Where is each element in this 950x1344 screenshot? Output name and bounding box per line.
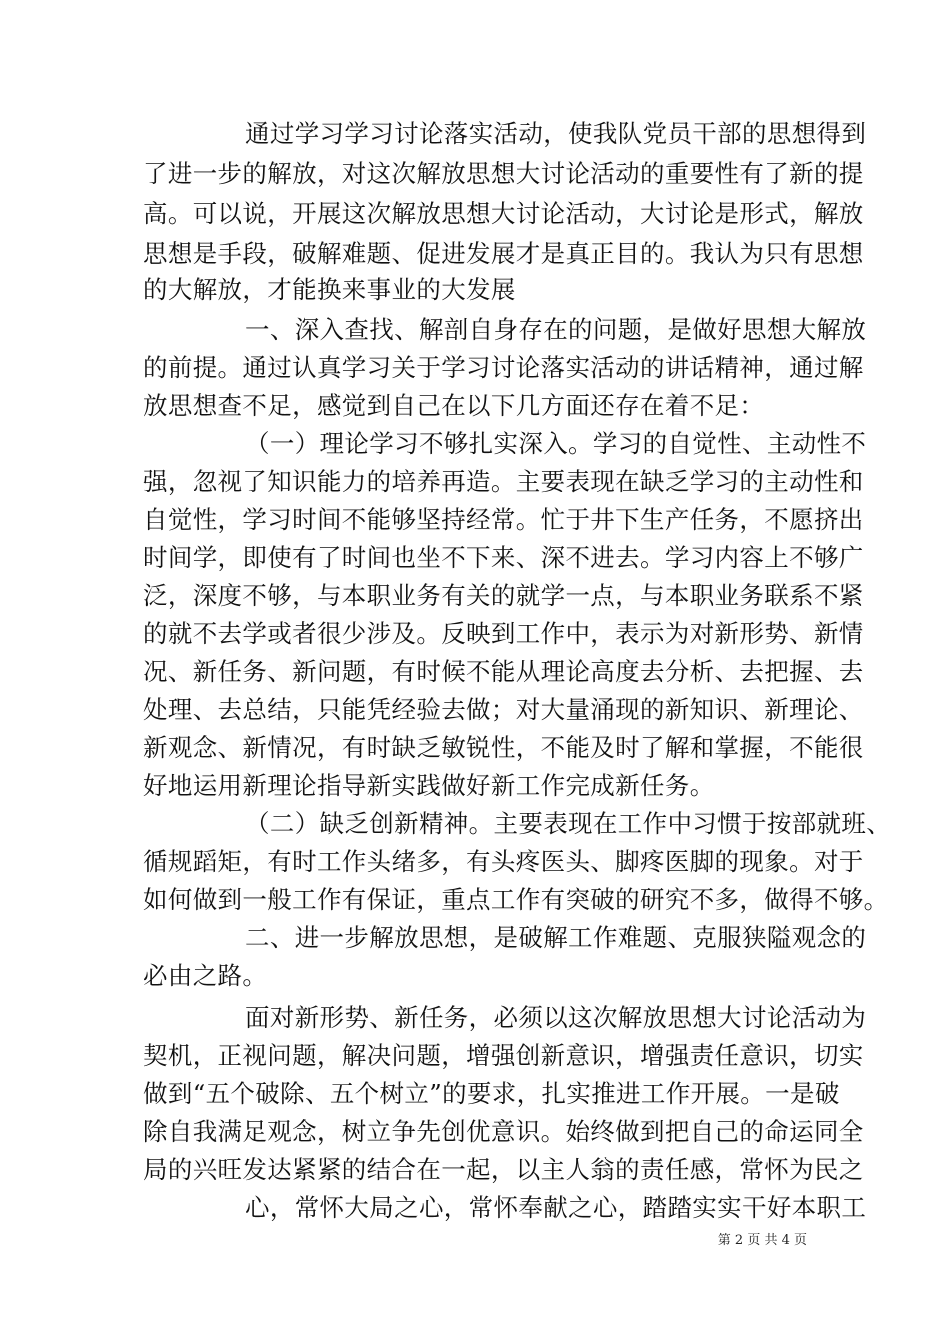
page-number-footer: 第 2 页 共 4 页 [717,1233,807,1248]
text-line-22: 二、进一步解放思想，是破解工作难题、克服狭隘观念的 [245,923,867,952]
text-line-20: 循规蹈矩，有时工作头绪多，有头疼医头、脚疼医脚的现象。对于 [143,847,864,876]
text-line-16: 处理、去总结，只能凭经验去做；对大量涌现的新知识、新理论、 [143,695,864,724]
text-line-24: 面对新形势、新任务，必须以这次解放思想大讨论活动为 [245,1003,867,1032]
text-line-13: 泛，深度不够，与本职业务有关的就学一点，与本职业务联系不紧 [143,581,864,610]
text-line-19: （二）缺乏创新精神。主要表现在工作中习惯于按部就班、 [245,809,892,838]
text-line-12: 时间学，即使有了时间也坐不下来、深不进去。学习内容上不够广 [143,543,864,572]
text-line-5: 的大解放，才能换来事业的大发展 [143,275,516,304]
text-line-21: 如何做到一般工作有保证，重点工作有突破的研究不多，做得不够。 [143,885,889,914]
text-line-28: 局的兴旺发达紧紧的结合在一起，以主人翁的责任感，常怀为民之 [143,1155,864,1184]
text-line-17: 新观念、新情况，有时缺乏敏锐性，不能及时了解和掌握，不能很 [143,733,864,762]
text-line-2: 了进一步的解放，对这次解放思想大讨论活动的重要性有了新的提 [143,159,864,188]
text-line-1: 通过学习学习讨论落实活动，使我队党员干部的思想得到 [245,119,867,148]
text-line-29: 心，常怀大局之心，常怀奉献之心，踏踏实实干好本职工 [245,1193,867,1222]
text-line-26: 做到“五个破除、五个树立”的要求，扎实推进工作开展。一是破 [143,1079,840,1108]
text-line-25: 契机，正视问题，解决问题，增强创新意识，增强责任意识，切实 [143,1041,864,1070]
text-line-4: 思想是手段，破解难题、促进发展才是真正目的。我认为只有思想 [143,239,864,268]
text-line-10: 强，忽视了知识能力的培养再造。主要表现在缺乏学习的主动性和 [143,467,864,496]
text-line-6: 一、深入查找、解剖自身存在的问题，是做好思想大解放 [245,315,867,344]
text-line-15: 况、新任务、新问题，有时候不能从理论高度去分析、去把握、去 [143,657,864,686]
text-line-8: 放思想查不足，感觉到自己在以下几方面还存在着不足： [143,391,765,420]
text-line-9: （一）理论学习不够扎实深入。学习的自觉性、主动性不 [245,429,867,458]
text-line-14: 的就不去学或者很少涉及。反映到工作中，表示为对新形势、新情 [143,619,864,648]
text-line-11: 自觉性，学习时间不能够坚持经常。忙于井下生产任务，不愿挤出 [143,505,864,534]
text-line-23: 必由之路。 [143,961,268,990]
text-line-7: 的前提。通过认真学习关于学习讨论落实活动的讲话精神，通过解 [143,353,864,382]
text-line-27: 除自我满足观念，树立争先创优意识。始终做到把自己的命运同全 [143,1117,864,1146]
text-line-3: 高。可以说，开展这次解放思想大讨论活动，大讨论是形式，解放 [143,199,864,228]
text-line-18: 好地运用新理论指导新实践做好新工作完成新任务。 [143,771,715,800]
